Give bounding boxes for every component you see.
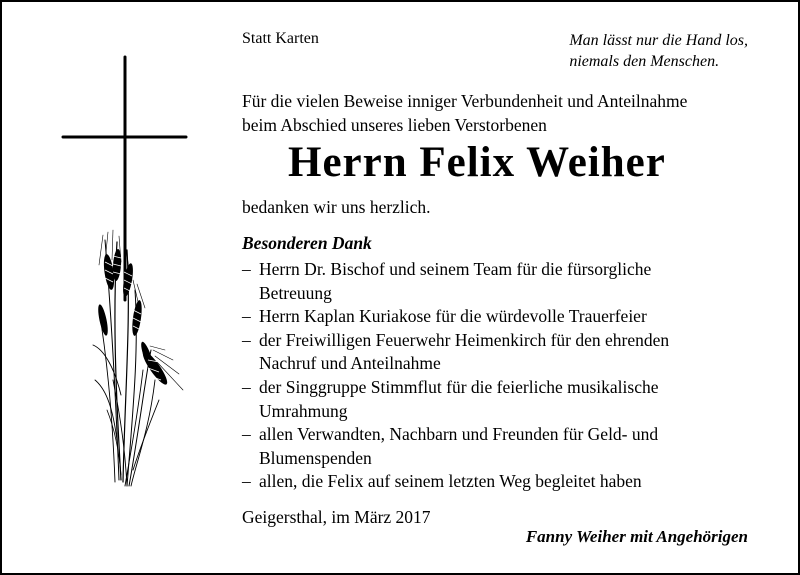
list-item-line-2: Umrahmung: [259, 400, 348, 421]
list-item-line-2: Nachruf und Anteilnahme: [259, 353, 441, 374]
list-item: [242, 258, 669, 305]
thanks-text: bedanken wir uns herzlich.: [242, 197, 431, 217]
special-thanks-list: [242, 258, 669, 494]
list-item: [242, 470, 669, 494]
dash-bullet: –: [242, 259, 251, 279]
list-item-line-1: Herrn Dr. Bischof und seinem Team für die fürsorgliche: [259, 259, 652, 279]
intro-text: [242, 89, 687, 137]
list-item-line-1: allen, die Felix auf seinem letzten Weg begleitet haben: [259, 471, 642, 492]
signature: Fanny Weiher mit Angehörigen: [525, 527, 748, 546]
dash-bullet: –: [242, 376, 251, 397]
dash-bullet: –: [242, 306, 251, 327]
list-item-line-1: allen Verwandten, Nachbarn und Freunden für Geld- und: [259, 424, 659, 445]
motto-quote: [569, 30, 748, 72]
dash-bullet: –: [242, 329, 251, 350]
list-item-line-1: der Singgruppe Stimmflut für die feierliche musikalische: [259, 376, 659, 397]
deceased-name: Herrn Felix Weiher: [288, 139, 666, 186]
list-item: [242, 423, 669, 470]
list-item: [242, 305, 669, 329]
place-and-date: Geigersthal, im März 2017: [242, 507, 431, 527]
special-thanks-heading: Besonderen Dank: [242, 233, 372, 253]
list-item-line-1: Herrn Kaplan Kuriakose für die würdevolle Trauerfeier: [259, 306, 647, 327]
motto-line-1: Man lässt nur die Hand los,: [569, 32, 748, 49]
list-item-line-2: Betreuung: [259, 282, 332, 303]
dash-bullet: –: [242, 471, 251, 492]
intro-line-2: beim Abschied unseres lieben Verstorbenen: [242, 115, 547, 135]
list-item-line-2: Blumenspenden: [259, 447, 372, 468]
list-item: [242, 329, 669, 376]
cross-with-wheat-icon: [55, 50, 195, 490]
statt-karten-note: Statt Karten: [242, 30, 319, 47]
intro-line-1: Für die vielen Beweise inniger Verbundenheit und Anteilnahme: [242, 91, 688, 111]
motto-line-2: niemals den Menschen.: [569, 53, 720, 70]
list-item-line-1: der Freiwilligen Feuerwehr Heimenkirch für den ehrenden: [259, 329, 670, 350]
list-item: [242, 376, 669, 423]
dash-bullet: –: [242, 424, 251, 445]
